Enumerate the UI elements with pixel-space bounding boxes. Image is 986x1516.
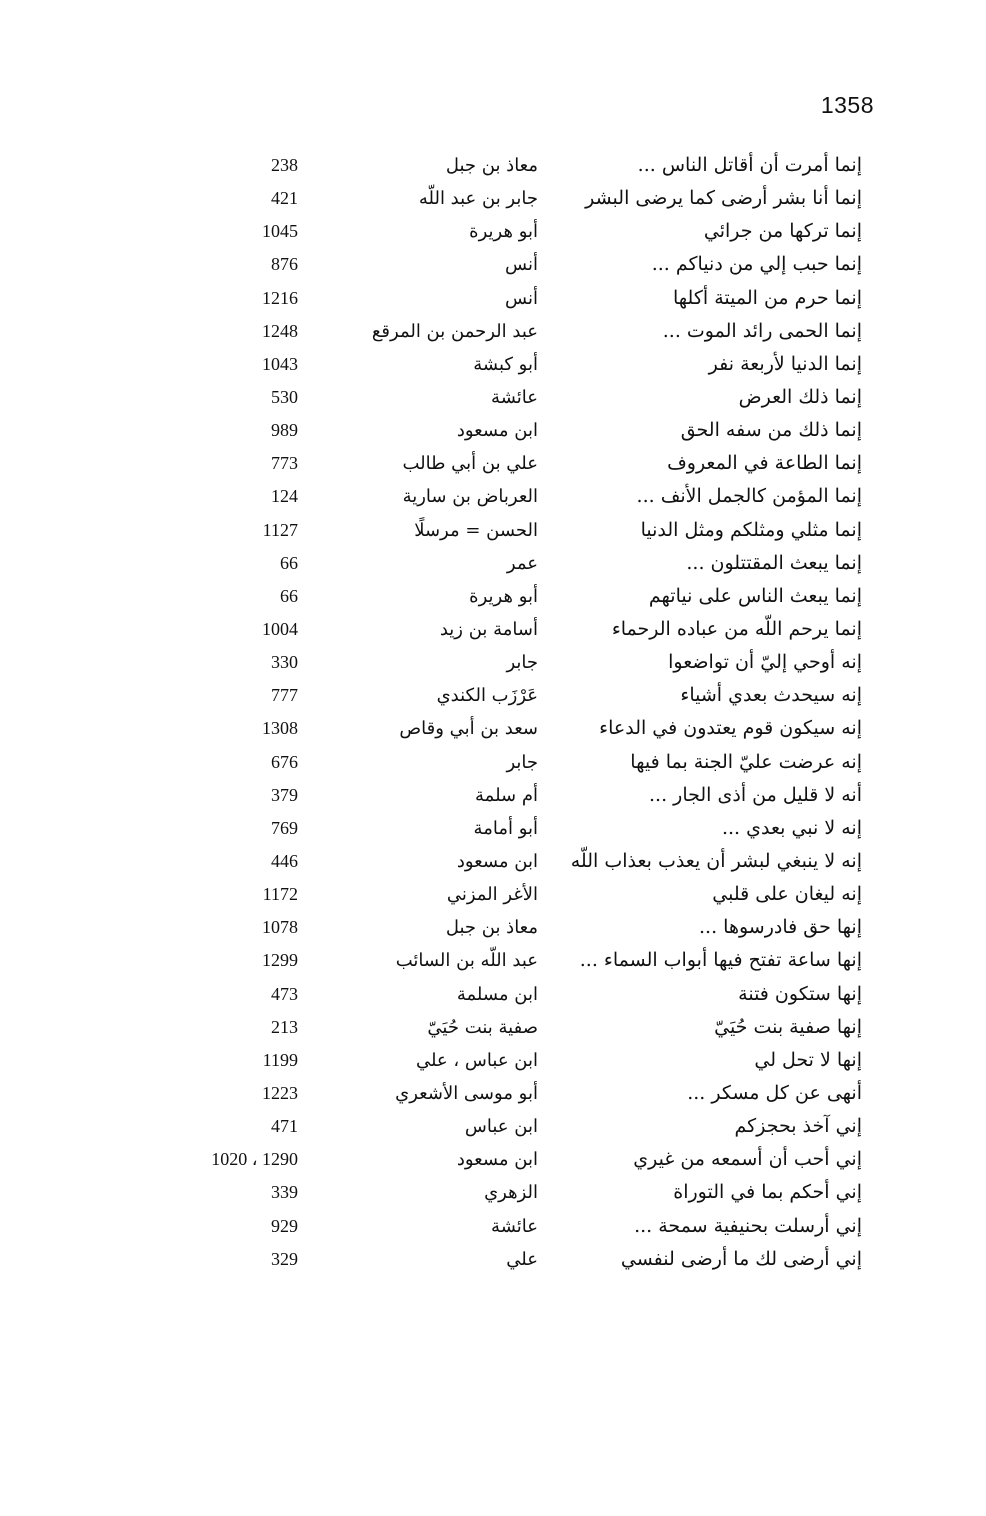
hadith-text: إنه ليغان على قلبي (712, 883, 862, 906)
narrator-name: جابر (506, 652, 538, 674)
index-row (0, 1210, 986, 1243)
hadith-text: إنه أوحي إليّ أن تواضعوا (668, 651, 862, 674)
page-reference: 1248 (262, 320, 298, 341)
hadith-text: إنها صفية بنت حُيَيّ (714, 1015, 862, 1038)
hadith-text: إنها ستكون فتنة (738, 982, 862, 1005)
index-row (0, 712, 986, 745)
index-row (0, 1044, 986, 1077)
narrator-name: الحسن = مرسلًا (414, 519, 538, 541)
narrator-name: أسامة بن زيد (439, 618, 538, 640)
narrator-name: أبو هريرة (469, 221, 538, 243)
page-reference: 989 (271, 420, 298, 441)
narrator-name: عائشة (491, 386, 538, 408)
narrator-name: علي بن أبي طالب (402, 453, 538, 475)
hadith-text: إنه عرضت عليّ الجنة بما فيها (630, 750, 862, 773)
narrator-name: أبو هريرة (469, 585, 538, 607)
hadith-text: إنما تركها من جرائي (703, 220, 862, 243)
index-row (0, 845, 986, 878)
index-row (0, 149, 986, 182)
index-row (0, 646, 986, 679)
narrator-name: أبو كبشة (473, 353, 538, 375)
narrator-name: أنس (505, 287, 538, 309)
hadith-text: إنما أمرت أن أقاتل الناس ... (637, 154, 862, 176)
narrator-name: علي (506, 1248, 538, 1270)
hadith-text: إنما يبعث المقتتلون ... (686, 551, 862, 574)
narrator-name: أنس (505, 254, 538, 276)
page-reference: 769 (271, 817, 298, 838)
narrator-name: جابر بن عبد اللّه (418, 188, 538, 210)
hadith-text: إنما يبعث الناس على نياتهم (648, 584, 862, 607)
index-row (0, 1176, 986, 1209)
page-reference: 777 (271, 685, 298, 706)
page-reference: 676 (271, 751, 298, 772)
narrator-name: ابن مسلمة (456, 983, 538, 1005)
page-reference: 773 (271, 453, 298, 474)
page-reference: 66 (280, 585, 298, 606)
hadith-text: إنما الدنيا لأربعة نفر (708, 352, 862, 375)
hadith-text: إنما يرحم اللّه من عباده الرحماء (611, 617, 862, 640)
index-row (0, 514, 986, 547)
index-row (0, 580, 986, 613)
hadith-text: إنه سيكون قوم يعتدون في الدعاء (599, 717, 862, 740)
hadith-text: إنما الحمى رائد الموت ... (662, 319, 862, 342)
hadith-text: إنما حبب إلي من دنياكم ... (651, 253, 862, 276)
narrator-name: جابر (506, 751, 538, 773)
index-row (0, 282, 986, 315)
hadith-text: إني أرسلت بحنيفية سمحة ... (634, 1214, 862, 1237)
page-reference: 1043 (262, 353, 298, 374)
page-reference: 1078 (262, 917, 298, 938)
narrator-name: معاذ بن جبل (445, 917, 538, 939)
hadith-text: إني أحب أن أسمعه من غيري (633, 1148, 862, 1171)
index-row (0, 1011, 986, 1044)
narrator-name: سعد بن أبي وقاص (399, 718, 538, 740)
hadith-text: إنه لا ينبغي لبشر أن يعذب بعذاب اللّه (570, 849, 862, 872)
hadith-text: أنهى عن كل مسكر ... (687, 1081, 862, 1104)
hadith-text: إنما الطاعة في المعروف (667, 452, 862, 475)
index-row (0, 613, 986, 646)
hadith-text: إنما ذلك من سفه الحق (680, 419, 862, 442)
hadith-text: إنما أنا بشر أرضى كما يرضى البشر (585, 187, 862, 210)
narrator-name: ابن عباس ، علي (415, 1049, 538, 1071)
page-reference: 1308 (262, 718, 298, 739)
page-reference: 329 (271, 1248, 298, 1269)
index-row (0, 381, 986, 414)
index-row (0, 547, 986, 580)
index-row (0, 480, 986, 513)
hadith-text: إنما ذلك العرض (738, 385, 862, 408)
page-reference: 471 (271, 1116, 298, 1137)
narrator-name: عَرْزَب الكندي (436, 685, 538, 707)
index-row (0, 812, 986, 845)
page-reference: 1199 (262, 1049, 298, 1070)
page-reference: 238 (271, 155, 298, 175)
index-row (0, 182, 986, 215)
hadith-text: إنها لا تحل لي (754, 1048, 862, 1071)
page-reference: 66 (280, 552, 298, 573)
hadith-text: إنه سيحدث بعدي أشياء (680, 684, 862, 707)
page-reference: 876 (271, 254, 298, 275)
narrator-name: عائشة (491, 1215, 538, 1237)
narrator-name: الزهري (484, 1182, 538, 1204)
page-reference: 1216 (262, 287, 298, 308)
page-reference: 421 (271, 188, 298, 209)
page-reference: 213 (271, 1016, 298, 1037)
hadith-text: إنما حرم من الميتة أكلها (673, 286, 862, 309)
narrator-name: عبد اللّه بن السائب (395, 950, 538, 972)
narrator-name: صفية بنت حُيَيّ (427, 1016, 538, 1038)
narrator-name: أم سلمة (475, 784, 538, 806)
page-reference: 530 (271, 386, 298, 407)
hadith-index-list (0, 149, 986, 1276)
index-row (0, 679, 986, 712)
index-row (0, 248, 986, 281)
page-reference: 1045 (262, 221, 298, 242)
index-row (0, 315, 986, 348)
index-row (0, 215, 986, 248)
index-row (0, 414, 986, 447)
page-reference: 1004 (262, 618, 298, 639)
index-row (0, 447, 986, 480)
narrator-name: ابن مسعود (456, 1149, 538, 1171)
hadith-text: إني آخذ بحجزكم (734, 1115, 862, 1138)
page-reference: 339 (271, 1182, 298, 1203)
narrator-name: معاذ بن جبل (445, 155, 538, 176)
index-row (0, 1077, 986, 1110)
index-row (0, 746, 986, 779)
hadith-text: إنه لا نبي بعدي ... (721, 816, 862, 839)
narrator-name: عبد الرحمن بن المرقع (371, 320, 538, 342)
hadith-text: إني أرضى لك ما أرضى لنفسي (620, 1247, 862, 1270)
page-reference: 330 (271, 652, 298, 673)
narrator-name: عمر (506, 552, 538, 574)
index-row (0, 911, 986, 944)
page-reference: 1020 ، 1290 (211, 1149, 298, 1170)
index-row (0, 878, 986, 911)
page-reference: 1223 (262, 1082, 298, 1103)
narrator-name: العرباض بن سارية (402, 486, 538, 508)
page-number: 1358 (820, 92, 874, 118)
page-reference: 473 (271, 983, 298, 1004)
narrator-name: ابن مسعود (456, 420, 538, 442)
hadith-text: إنما مثلي ومثلكم ومثل الدنيا (640, 518, 862, 541)
hadith-text: إنها ساعة تفتح فيها أبواب السماء ... (579, 949, 862, 972)
page-reference: 1299 (262, 950, 298, 971)
hadith-text: إنها حق فادرسوها ... (699, 916, 862, 939)
hadith-text: إني أحكم بما في التوراة (673, 1181, 862, 1204)
hadith-text: إنما المؤمن كالجمل الأنف ... (636, 485, 862, 508)
page-reference: 446 (271, 850, 298, 871)
index-row (0, 779, 986, 812)
narrator-name: أبو أمامة (473, 817, 538, 839)
narrator-name: الأغر المزني (446, 884, 538, 906)
index-row (0, 348, 986, 381)
page-reference: 929 (271, 1215, 298, 1236)
page-reference: 1172 (262, 884, 298, 905)
index-row (0, 944, 986, 977)
page-reference: 379 (271, 784, 298, 805)
index-row (0, 1143, 986, 1176)
narrator-name: ابن عباس (464, 1116, 538, 1138)
index-row (0, 1110, 986, 1143)
hadith-text: أنه لا قليل من أذى الجار ... (649, 783, 862, 806)
narrator-name: أبو موسى الأشعري (395, 1082, 538, 1104)
page-reference: 1127 (262, 519, 298, 540)
narrator-name: ابن مسعود (456, 850, 538, 872)
page-reference: 124 (271, 486, 298, 507)
index-row (0, 1243, 986, 1276)
index-row (0, 978, 986, 1011)
